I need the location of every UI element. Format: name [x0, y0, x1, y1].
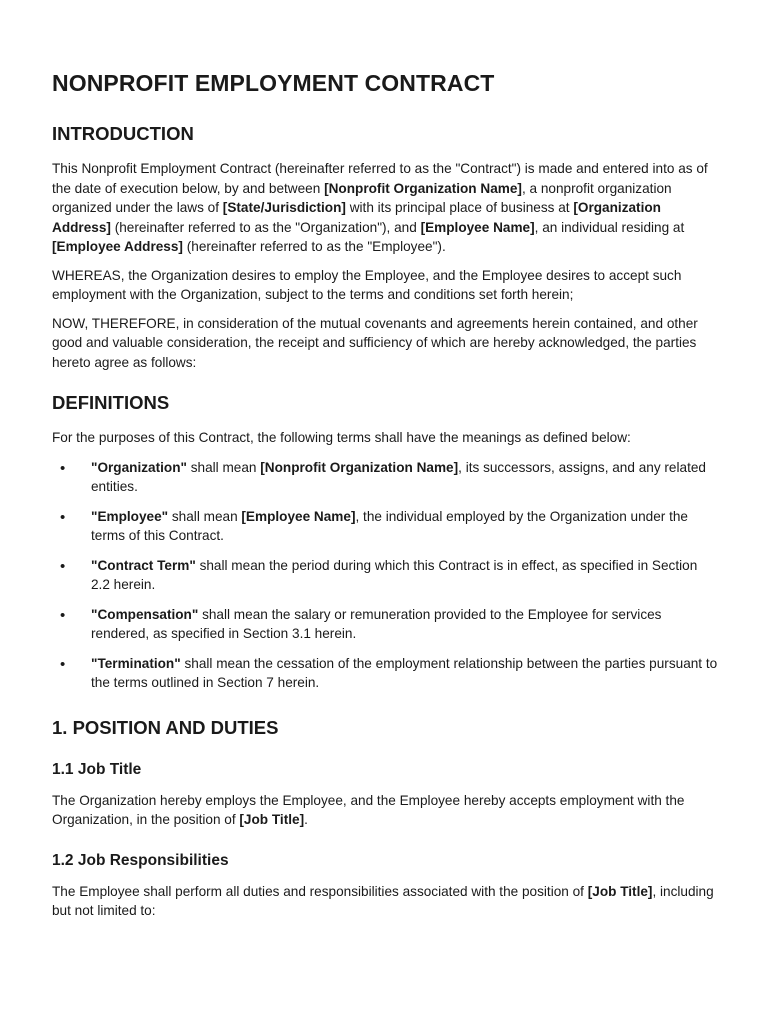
body-text: , the individual employed by the Organization under the terms of this Contract. — [91, 508, 688, 543]
bullet-icon: • — [60, 508, 66, 526]
position-section — [52, 717, 718, 921]
definition-text — [91, 460, 706, 495]
responsibilities-paragraph — [52, 882, 718, 921]
introduction-paragraph-2: WHEREAS, the Organization desires to employ the Employee, and the Employee desires to accept such employment with the Organization, subject to the terms and conditions set forth herein; — [52, 267, 682, 302]
body-text: , an individual residing at — [534, 219, 685, 235]
bold-placeholder-text: [Employee Name] — [420, 219, 535, 235]
body-text: shall mean the salary or remuneration provided to the Employee for services rendered, as specified in Section 3.1 herein. — [91, 606, 662, 641]
body-text: , including but not limited to: — [52, 883, 714, 918]
responsibilities-subsection — [52, 852, 718, 921]
body-text: . — [304, 812, 308, 827]
definitions-section — [52, 392, 718, 693]
body-text: (hereinafter referred to as the "Organization"), and — [110, 219, 421, 235]
body-text: shall mean — [186, 459, 261, 475]
bullet-icon: • — [60, 606, 66, 624]
list-item — [52, 458, 718, 497]
bullet-icon: • — [60, 655, 66, 673]
body-text: This Nonprofit Employment Contract (hereinafter referred to as the "Contract") is made and entered into as of the date of execution below, by and between — [52, 161, 708, 196]
definitions-heading: DEFINITIONS — [52, 392, 170, 413]
definitions-list — [52, 458, 718, 693]
body-text: (hereinafter referred to as the "Employee"). — [182, 239, 446, 254]
bold-placeholder-text: [State/Jurisdiction] — [222, 200, 346, 215]
definition-text — [91, 558, 697, 593]
body-text: shall mean — [168, 508, 242, 524]
body-text: The Organization hereby employs the Employee, and the Employee hereby accepts employment with the Organization, in the position of — [52, 792, 685, 827]
list-item — [52, 654, 718, 693]
bold-placeholder-text: [Nonprofit Organization Name] — [260, 459, 459, 475]
document-title: NONPROFIT EMPLOYMENT CONTRACT — [52, 70, 495, 96]
definition-text — [91, 509, 688, 544]
bold-placeholder-text: [Employee Address] — [52, 239, 183, 254]
list-item — [52, 605, 718, 644]
bold-placeholder-text: [Job Title] — [239, 812, 305, 827]
introduction-paragraph-1 — [52, 159, 718, 257]
bold-placeholder-text: "Organization" — [91, 459, 187, 475]
responsibilities-heading: 1.2 Job Responsibilities — [52, 851, 229, 869]
introduction-paragraph-3: NOW, THEREFORE, in consideration of the mutual covenants and agreements herein contained, and other good and valuable consideration, the receipt and sufficiency of which are hereby acknowledged, the parties hereto agree as follows: — [52, 315, 698, 370]
bold-placeholder-text: "Termination" — [91, 655, 181, 671]
bullet-icon: • — [60, 557, 66, 575]
bullet-icon: • — [60, 459, 66, 477]
introduction-section — [52, 123, 718, 372]
bold-placeholder-text: "Employee" — [91, 508, 169, 524]
body-text: shall mean the cessation of the employment relationship between the parties pursuant to the terms outlined in Section 7 herein. — [91, 655, 718, 690]
definition-text — [91, 656, 717, 691]
position-heading: 1. POSITION AND DUTIES — [52, 716, 279, 738]
body-text: shall mean the period during which this Contract is in effect, as specified in Section 2.2 herein. — [91, 557, 698, 592]
body-text: The Employee shall perform all duties and responsibilities associated with the position of — [52, 883, 588, 899]
body-text: with its principal place of business at — [345, 200, 574, 215]
job-title-paragraph — [52, 791, 718, 830]
list-item — [52, 507, 718, 546]
body-text: , its successors, assigns, and any related entities. — [91, 459, 706, 494]
introduction-heading: INTRODUCTION — [52, 123, 194, 144]
bold-placeholder-text: [Organization Address] — [52, 200, 661, 235]
job-title-heading: 1.1 Job Title — [52, 760, 142, 778]
definition-text — [91, 607, 661, 642]
definitions-intro: For the purposes of this Contract, the following terms shall have the meanings as defined below: — [52, 430, 631, 445]
body-text: , a nonprofit organization organized under the laws of — [52, 180, 672, 215]
list-item — [52, 556, 718, 595]
bold-placeholder-text: "Compensation" — [91, 606, 199, 622]
bold-placeholder-text: [Nonprofit Organization Name] — [324, 180, 522, 196]
bold-placeholder-text: "Contract Term" — [91, 557, 196, 573]
bold-placeholder-text: [Job Title] — [587, 883, 653, 899]
bold-placeholder-text: [Employee Name] — [241, 508, 356, 524]
